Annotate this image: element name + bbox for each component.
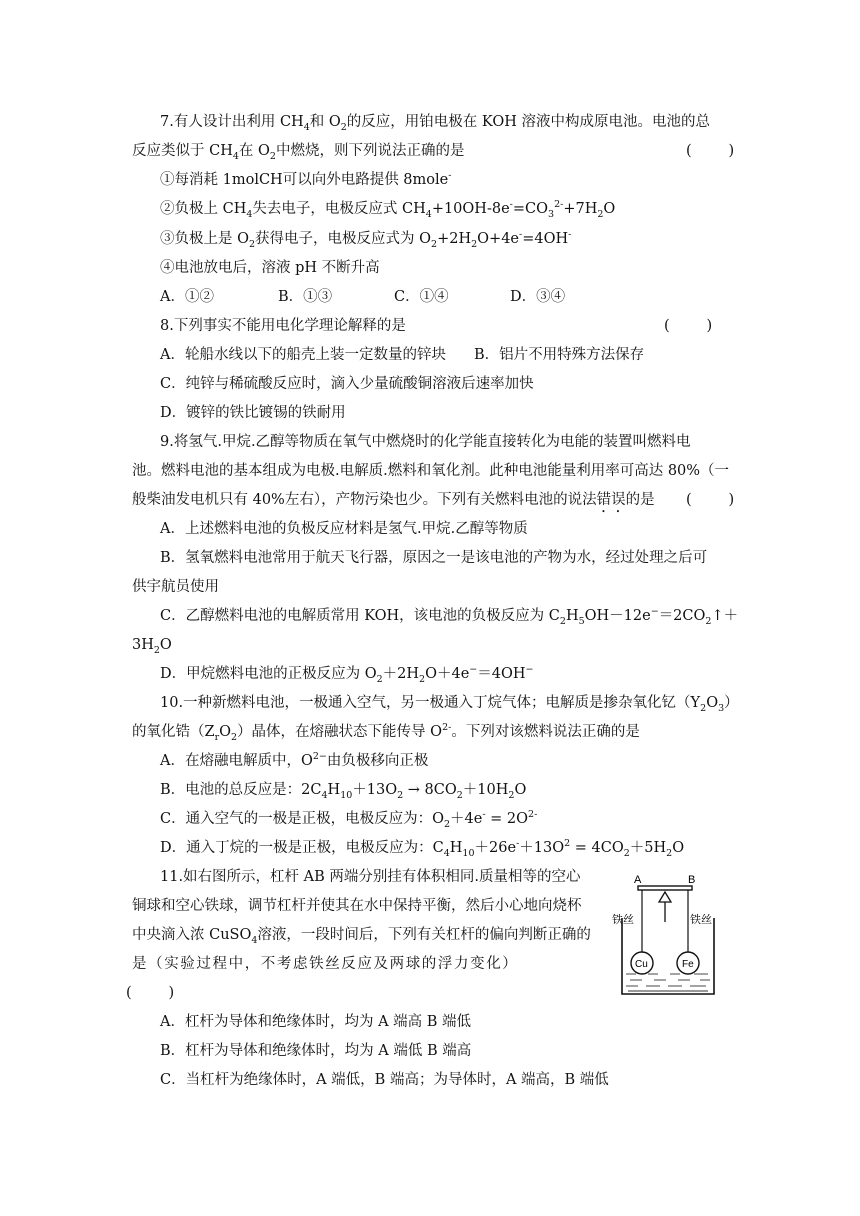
lever-bar	[638, 886, 692, 890]
iron-ball-label: Fe	[682, 959, 694, 970]
q8-answer-blank[interactable]: ( )	[664, 318, 713, 334]
q8-option-a[interactable]: A．轮船水线以下的船壳上装一定数量的锌块	[160, 347, 446, 363]
water-lines	[626, 974, 710, 991]
q11-stem-line4: 是（实验过程中，不考虑铁丝反应及两球的浮力变化）	[132, 956, 519, 972]
q9-option-c-line1[interactable]: C．乙醇燃料电池的电解质常用 KOH，该电池的负极反应为 $C_2H_5OH-12e^-=2CO_2↑+$	[160, 606, 739, 627]
wire-label-left: 铁丝	[612, 913, 634, 926]
q7-option-b[interactable]: B．①③	[278, 289, 333, 305]
q7-stem-line2: 反应类似于 $CH_4$在 $O_2$中燃烧，则下列说法正确的是	[132, 143, 465, 162]
q8-stem: 8.下列事实不能用电化学理论解释的是	[160, 318, 406, 334]
q7-statement-2: ②负极上 $CH_4$失去电子，电极反应式 $CH_4+10OH-8e^-=CO_3^{2-}+7H_2O$	[160, 199, 616, 220]
q7-answer-blank[interactable]: ( )	[686, 143, 735, 159]
q7-option-c[interactable]: C．①④	[394, 289, 449, 305]
q10-option-b[interactable]: B．电池的总反应是：$2C_4H_{10}+13O_2 \to 8CO_2+10H_2O$	[160, 782, 527, 801]
q11-stem-line1: 11.如右图所示，杠杆 AB 两端分别挂有体积相同.质量相等的空心	[160, 869, 581, 885]
q9-stem-line1: 9.将氢气.甲烷.乙醇等物质在氧气中燃烧时的化学能直接转化为电能的装置叫燃料电	[160, 434, 691, 450]
q9-option-d[interactable]: D．甲烷燃料电池的正极反应为 $O_2+2H_2O+4e^-=4OH^-$	[160, 664, 534, 685]
q10-option-c[interactable]: C．通入空气的一极是正极，电极反应为：$O_2+4e^- = 2O^{2-}$	[160, 809, 538, 830]
q11-option-a[interactable]: A．杠杆为导体和绝缘体时，均为 A 端高 B 端低	[160, 1014, 472, 1030]
q9-stem-line3: 般柴油发电机只有 40%左右），产物污染也少。下列有关燃料电池的说法错误的是	[132, 492, 655, 508]
q7-statement-1: ①每消耗 1molCH可以向外电路提供 8mole-	[160, 170, 452, 188]
q10-option-d[interactable]: D．通入丁烷的一极是正极，电极反应为：$C_4H_{10}+26e^-+13O^2 = 4CO_2+5H_2O$	[160, 838, 685, 859]
fulcrum-icon	[659, 892, 671, 902]
q11-stem-line2: 铜球和空心铁球，调节杠杆并使其在水中保持平衡，然后小心地向烧杯	[132, 898, 582, 914]
q9-option-b-line2: 供宇航员使用	[132, 579, 219, 595]
lever-beaker-figure	[612, 870, 718, 998]
q10-option-a[interactable]: A．在熔融电解质中，$O^{2-}$由负极移向正极	[160, 751, 429, 769]
label-a: A	[634, 874, 642, 886]
q8-option-c[interactable]: C．纯锌与稀硫酸反应时，滴入少量硫酸铜溶液后速率加快	[160, 376, 534, 392]
q11-option-b[interactable]: B．杠杆为导体和绝缘体时，均为 A 端低 B 端高	[160, 1043, 472, 1059]
q10-stem-line2: 的氧化锆$(Z_rO_2)$晶体，在熔融状态下能传导 $O^{2-}$。下列对该燃料说法正确的是	[132, 722, 640, 743]
q9-stem-line2: 池。燃料电池的基本组成为电极.电解质.燃料和氧化剂。此种电池能量利用率可高达 80%（一	[132, 463, 730, 479]
q8-option-b[interactable]: B．铝片不用特殊方法保存	[474, 347, 645, 363]
q11-answer-blank[interactable]: ( )	[126, 985, 175, 1001]
q9-answer-blank[interactable]: ( )	[686, 492, 735, 508]
q7-stem-line1: 7.有人设计出利用 $CH_4$和 $O_2$的反应，用铂电极在 KOH 溶液中构成原电池。电池的总	[160, 114, 710, 133]
q9-option-b-line1[interactable]: B．氢氧燃料电池常用于航天飞行器，原因之一是该电池的产物为水，经过处理之后可	[160, 550, 708, 566]
wire-label-right: 铁丝	[690, 913, 712, 926]
q7-option-a[interactable]: A．①②	[160, 289, 214, 305]
q9-emphasis-word: 错误	[596, 492, 626, 508]
copper-ball-label: Cu	[635, 959, 648, 970]
lever-beaker-diagram	[612, 870, 718, 998]
q8-option-d[interactable]: D．镀锌的铁比镀锡的铁耐用	[160, 405, 346, 421]
q9-option-a[interactable]: A．上述燃料电池的负极反应材料是氢气.甲烷.乙醇等物质	[160, 521, 528, 537]
label-b: B	[688, 874, 696, 886]
q7-option-d[interactable]: D．③④	[510, 289, 566, 305]
q7-statement-3: ③负极上是 $O_2$获得电子，电极反应式为 $O_2+2H_2O+4e^-=4OH^-$	[160, 229, 572, 250]
q10-stem-line1: 10.一种新燃料电池，一极通入空气，另一极通入丁烷气体；电解质是掺杂氧化钇$(Y_2O_3)$	[160, 695, 739, 714]
q9-option-c-line2: $3H_2O$	[132, 637, 172, 656]
q7-statement-4: ④电池放电后，溶液 pH 不断升高	[160, 260, 380, 276]
q11-option-c[interactable]: C．当杠杆为绝缘体时，A 端低，B 端高；为导体时，A 端高，B 端低	[160, 1072, 609, 1088]
q11-stem-line3: 中央滴入浓 CuSO$_4$溶液，一段时间后，下列有关杠杆的偏向判断正确的	[132, 927, 591, 946]
